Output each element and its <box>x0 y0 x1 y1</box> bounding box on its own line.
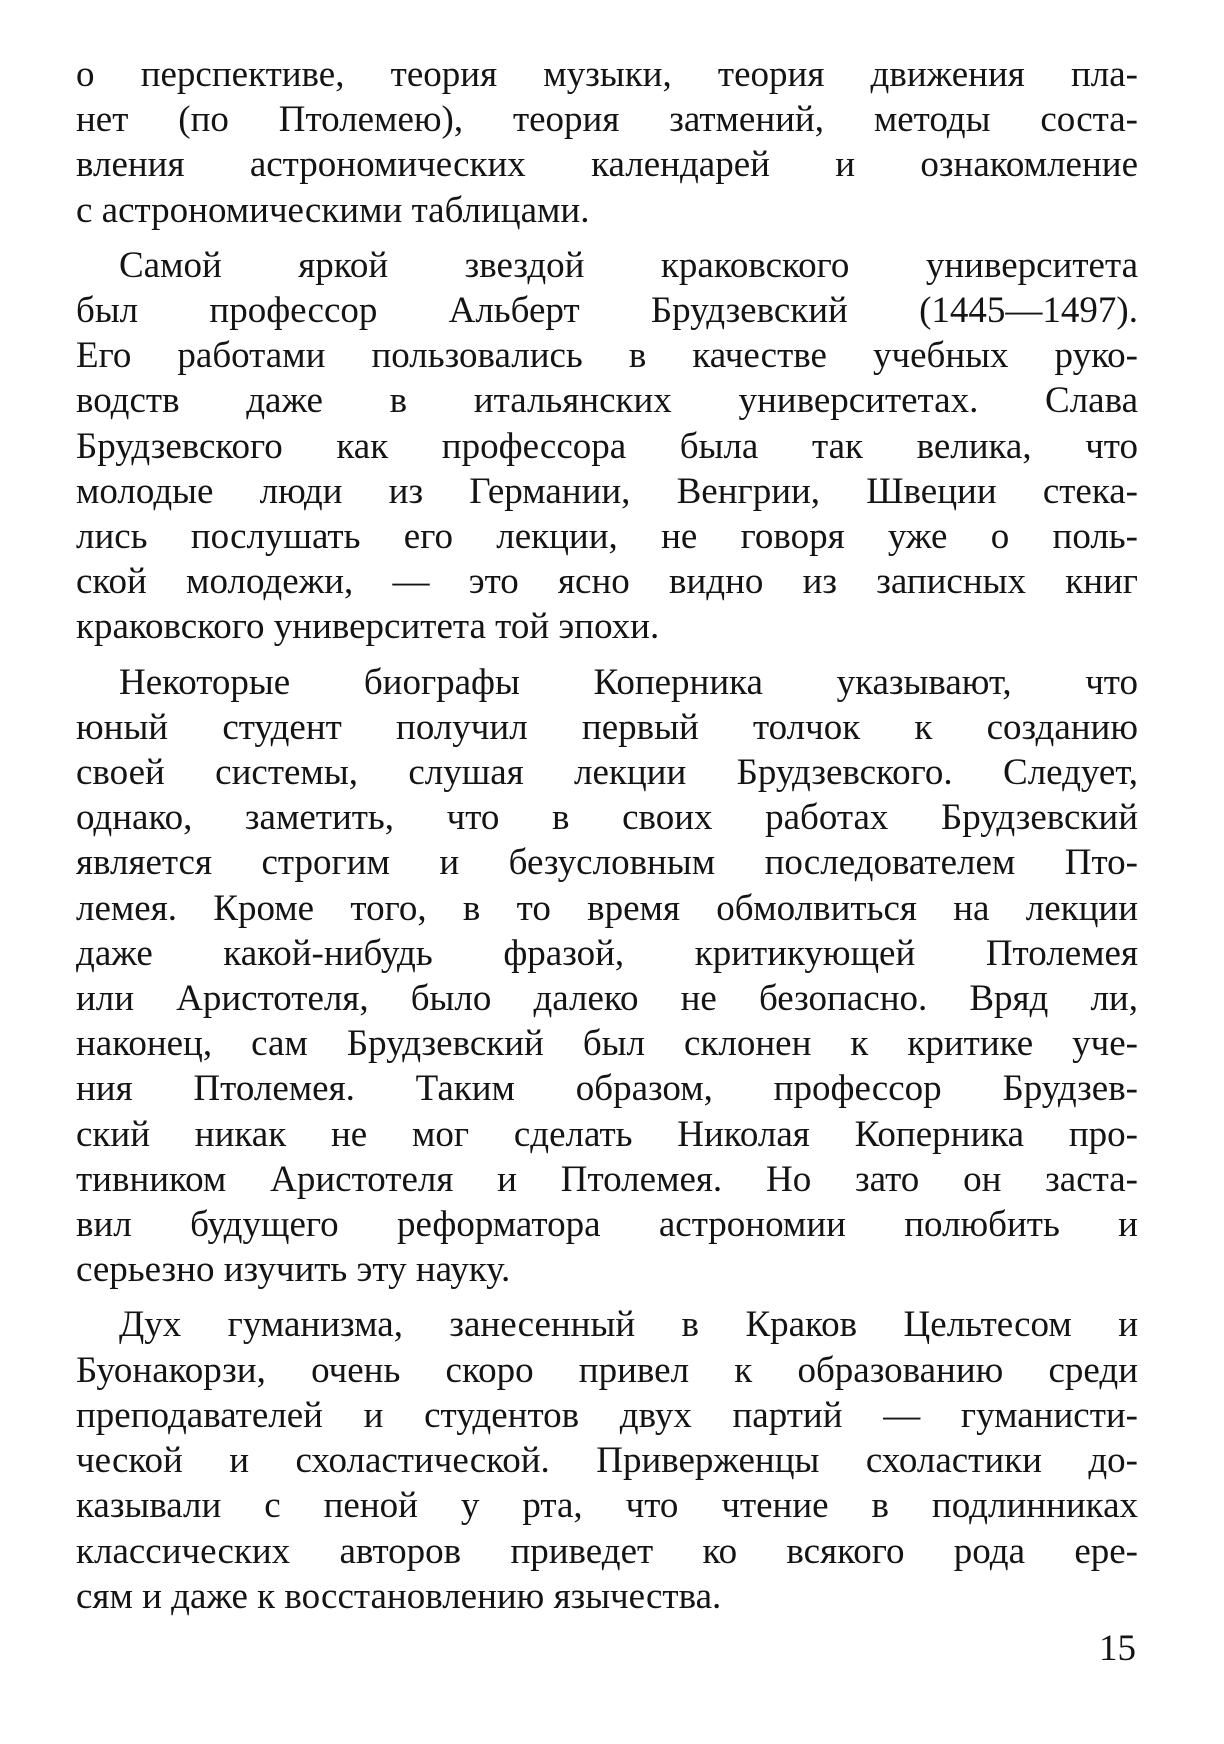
text-line: классических авторов приведет ко всякого рода ере- <box>76 1530 1138 1572</box>
text-line: ческой и схоластической. Приверженцы схоластики до- <box>76 1440 1138 1482</box>
text-line: ской молодежи, — это ясно видно из записных книг <box>76 561 1138 603</box>
text-line: или Аристотеля, было далеко не безопасно. Вряд ли, <box>76 978 1138 1020</box>
text-line: казывали с пеной у рта, что чтение в подлинниках <box>76 1485 1138 1527</box>
text-line: юный студент получил первый толчок к созданию <box>76 706 1138 748</box>
text-line: даже какой-нибудь фразой, критикующей Птолемея <box>76 932 1138 974</box>
text-line: Самой яркой звездой краковского университета <box>119 244 1138 286</box>
text-line: нет (по Птолемею), теория затмений, методы соста- <box>76 99 1138 141</box>
text-line: ния Птолемея. Таким образом, профессор Брудзев- <box>76 1068 1138 1110</box>
text-line: Его работами пользовались в качестве учебных руко- <box>76 335 1138 377</box>
text-line: своей системы, слушая лекции Брудзевского. Следует, <box>76 752 1138 794</box>
text-line: лемея. Кроме того, в то время обмолвиться на лекции <box>76 887 1138 929</box>
text-line: водств даже в итальянских университетах. Слава <box>76 380 1138 422</box>
text-line: с астрономическими таблицами. <box>76 189 590 231</box>
text-line: о перспективе, теория музыки, теория движения пла- <box>76 54 1138 95</box>
text-line: Дух гуманизма, занесенный в Краков Цельтесом и <box>119 1304 1138 1346</box>
text-line: тивником Аристотеля и Птолемея. Но зато он заста- <box>76 1158 1138 1200</box>
text-line: Брудзевского как профессора была так велика, что <box>76 425 1138 467</box>
text-line: ский никак не мог сделать Николая Коперника про- <box>76 1113 1138 1155</box>
text-line: лись послушать его лекции, не говоря уже о поль- <box>76 516 1138 558</box>
text-line: сям и даже к восстановлению язычества. <box>76 1575 722 1617</box>
text-line: является строгим и безусловным последователем Пто- <box>76 842 1138 884</box>
text-line: серьезно изучить эту науку. <box>76 1249 511 1291</box>
text-line: вил будущего реформатора астрономии полюбить и <box>76 1204 1138 1246</box>
paragraph-1 <box>76 52 1138 233</box>
paragraph-2 <box>76 243 1138 650</box>
paragraph-3 <box>76 660 1138 1293</box>
text-line: наконец, сам Брудзевский был склонен к критике уче- <box>76 1023 1138 1065</box>
text-line: молодые люди из Германии, Венгрии, Швеции стека- <box>76 470 1138 512</box>
text-line: однако, заметить, что в своих работах Брудзевский <box>76 797 1138 839</box>
text-line: вления астрономических календарей и ознакомление <box>76 144 1138 186</box>
text-line: был профессор Альберт Брудзевский (1445—1497). <box>76 290 1138 332</box>
page-text <box>76 52 1138 1619</box>
text-line: Некоторые биографы Коперника указывают, что <box>119 661 1138 703</box>
page-number: 15 <box>1099 1628 1136 1669</box>
paragraph-4 <box>76 1302 1138 1618</box>
text-line: краковского университета той эпохи. <box>76 606 660 648</box>
text-line: преподавателей и студентов двух партий — гуманисти- <box>76 1394 1138 1436</box>
text-line: Буонакорзи, очень скоро привел к образованию среди <box>76 1349 1138 1391</box>
